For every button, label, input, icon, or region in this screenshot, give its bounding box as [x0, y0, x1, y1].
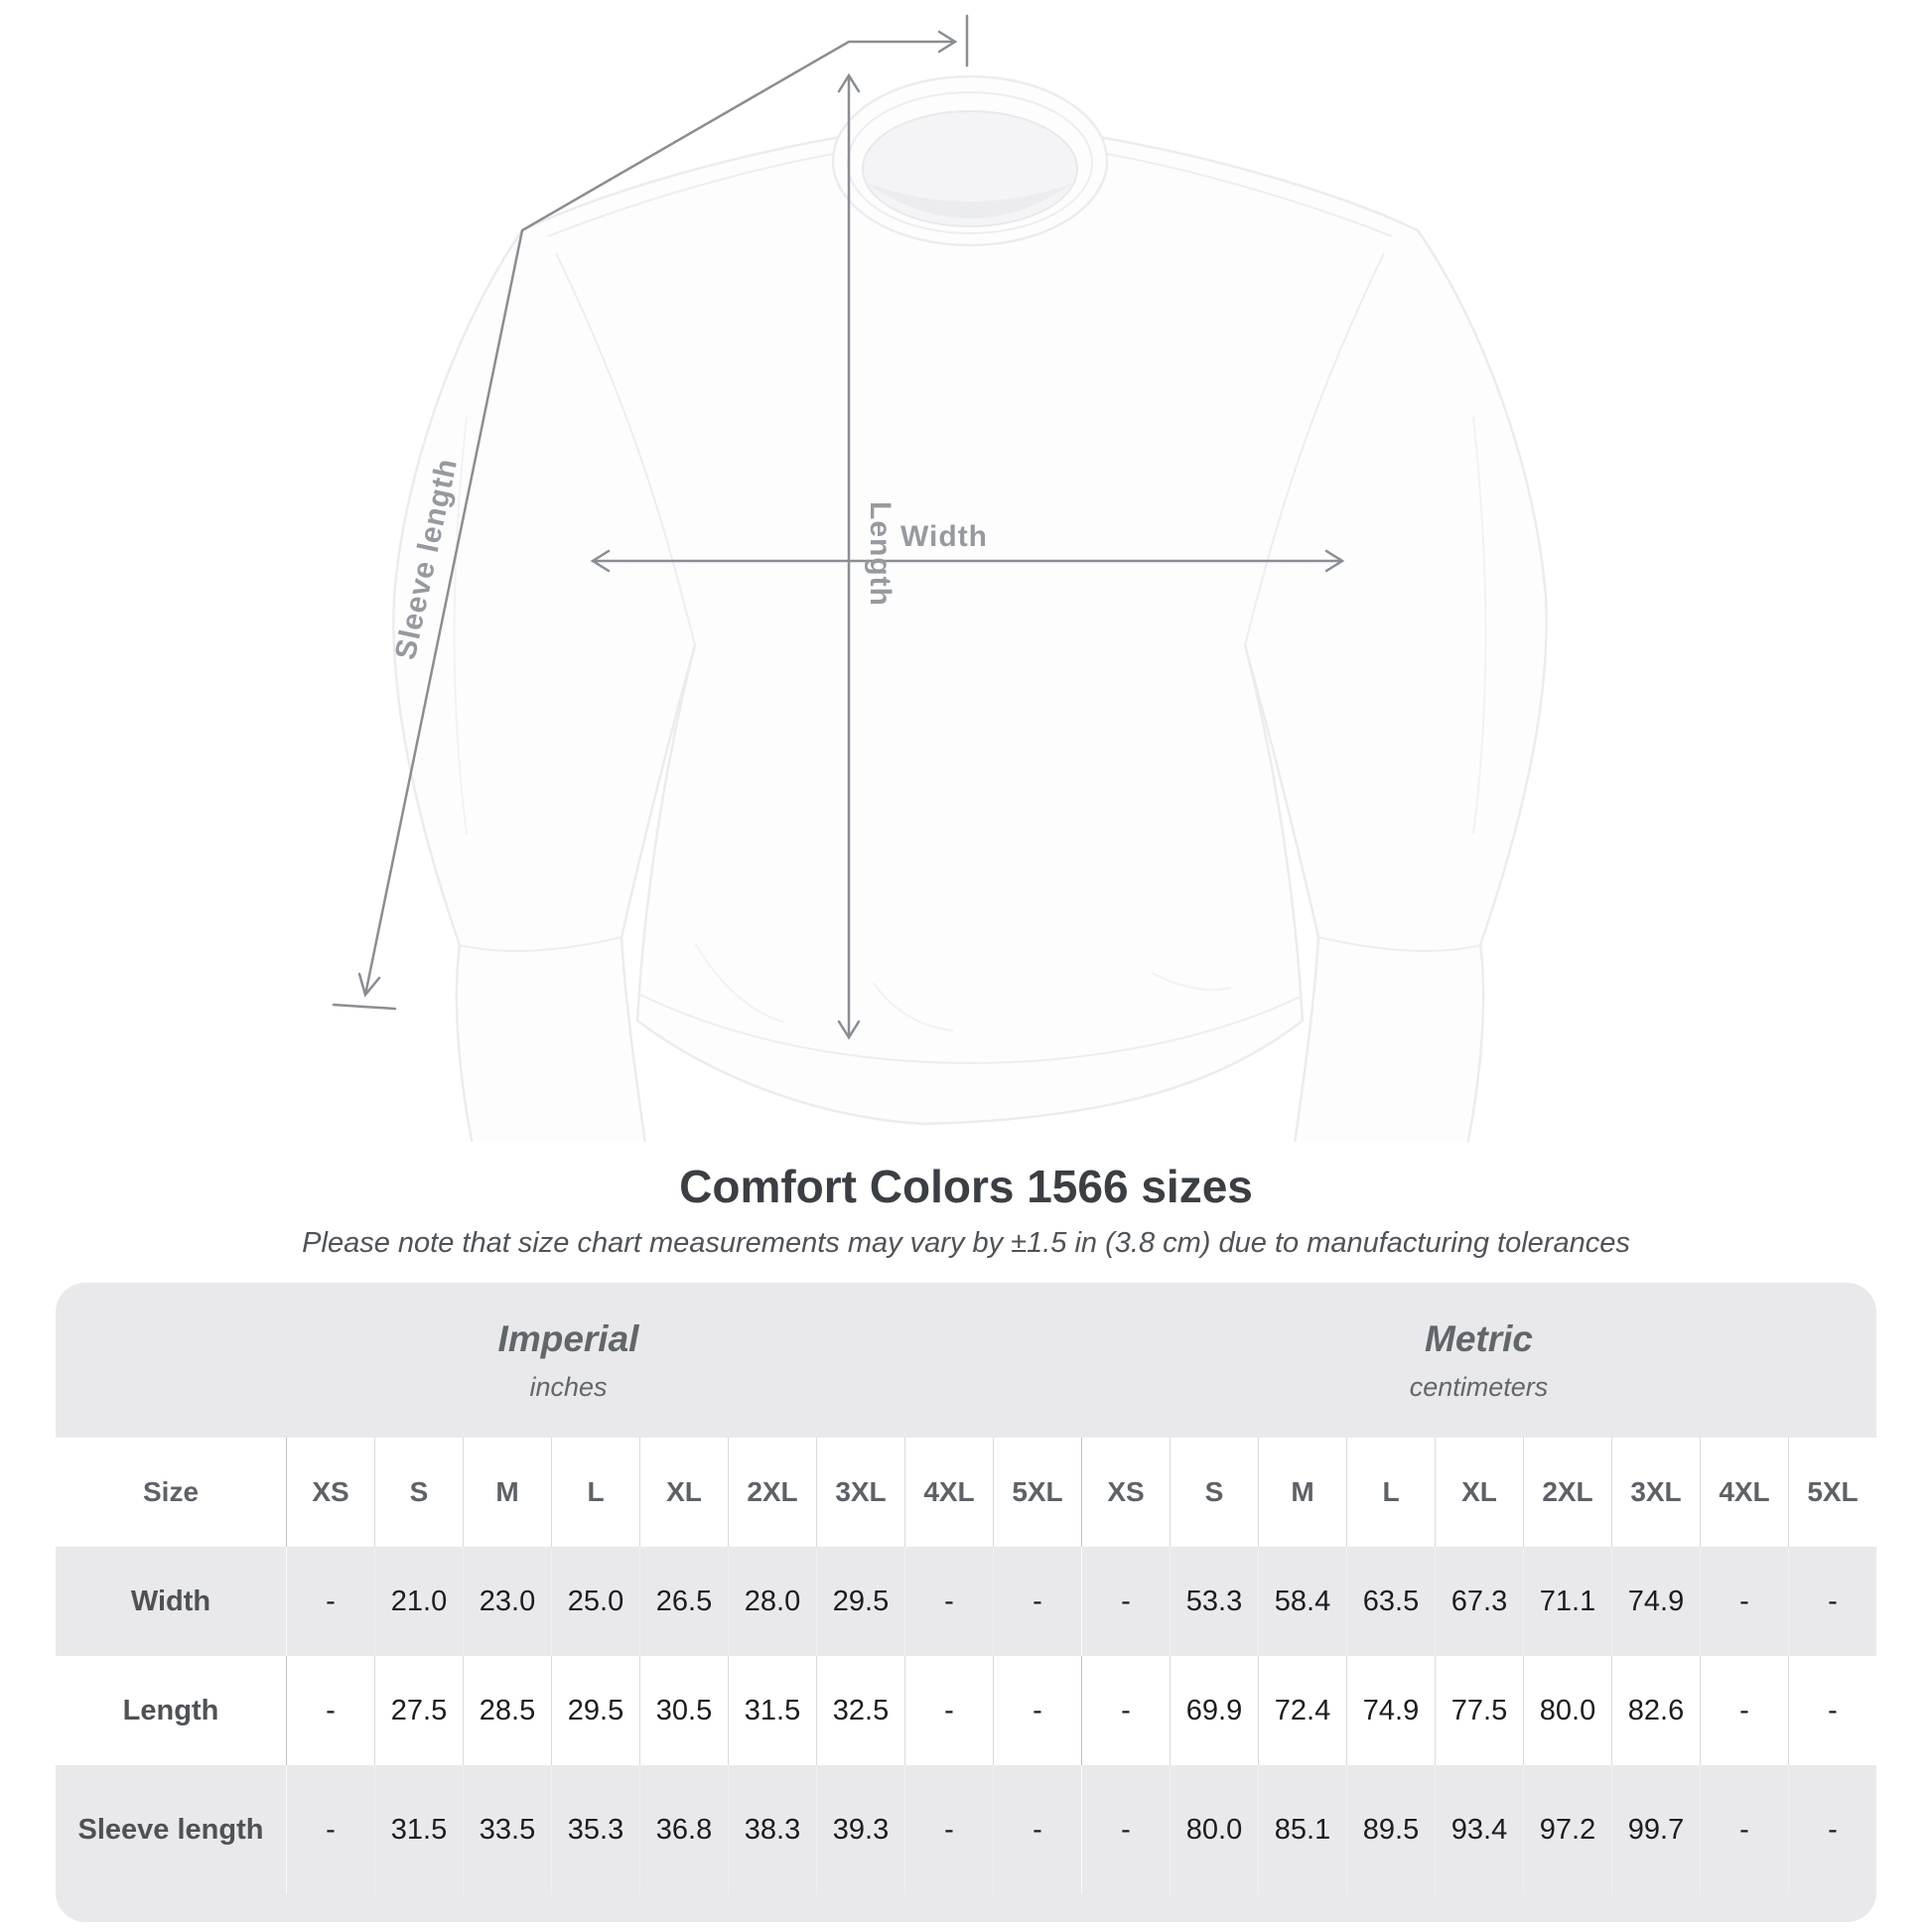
size-value-cell: - — [1081, 1765, 1170, 1894]
size-value-cell: 32.5 — [816, 1656, 904, 1765]
size-header: M — [463, 1438, 551, 1547]
metric-group-header — [1081, 1283, 1876, 1438]
size-col-header: Size — [142, 1476, 200, 1507]
size-value-cell: 74.9 — [1611, 1547, 1700, 1656]
size-value-cell: 21.0 — [374, 1547, 463, 1656]
size-value-cell: 53.3 — [1170, 1547, 1258, 1656]
size-value-cell: 63.5 — [1346, 1547, 1435, 1656]
size-value-cell: 31.5 — [374, 1765, 463, 1894]
size-value-cell: 85.1 — [1258, 1765, 1346, 1894]
size-value-cell: 29.5 — [816, 1547, 904, 1656]
size-value-cell: - — [904, 1765, 993, 1894]
tolerance-note: Please note that size chart measurements may vary by ±1.5 in (3.8 cm) due to manufacturing tolerances — [302, 1227, 1630, 1259]
size-value-cell: - — [1788, 1547, 1876, 1656]
size-value-cell: - — [993, 1765, 1081, 1894]
size-value-cell: - — [993, 1656, 1081, 1765]
size-value-cell: 26.5 — [639, 1547, 728, 1656]
size-header: 3XL — [816, 1438, 904, 1547]
size-value-cell: 27.5 — [374, 1656, 463, 1765]
size-header: XS — [1081, 1438, 1170, 1547]
size-header: XL — [639, 1438, 728, 1547]
size-value-cell: 72.4 — [1258, 1656, 1346, 1765]
size-value-cell: 36.8 — [639, 1765, 728, 1894]
imperial-group-header — [56, 1283, 1081, 1438]
size-value-cell: - — [1700, 1765, 1788, 1894]
size-value-cell: 39.3 — [816, 1765, 904, 1894]
size-header-row — [56, 1438, 1876, 1547]
size-value-cell: - — [286, 1765, 374, 1894]
size-value-cell: 97.2 — [1523, 1765, 1611, 1894]
row-label: Width — [130, 1585, 211, 1617]
size-header: 5XL — [1788, 1438, 1876, 1547]
size-value-cell: - — [1081, 1547, 1170, 1656]
metric-label: Metric — [1425, 1317, 1533, 1359]
size-header: 4XL — [1700, 1438, 1788, 1547]
size-value-cell: 28.5 — [463, 1656, 551, 1765]
size-value-cell: 74.9 — [1346, 1656, 1435, 1765]
size-value-cell: - — [1788, 1765, 1876, 1894]
size-chart-table — [56, 1283, 1876, 1922]
size-value-cell: 82.6 — [1611, 1656, 1700, 1765]
imperial-unit: inches — [529, 1371, 608, 1402]
size-value-cell: - — [904, 1547, 993, 1656]
size-value-cell: 89.5 — [1346, 1765, 1435, 1894]
size-value-cell: 80.0 — [1523, 1656, 1611, 1765]
size-value-cell: 28.0 — [728, 1547, 816, 1656]
size-value-cell: 30.5 — [639, 1656, 728, 1765]
size-value-cell: 67.3 — [1435, 1547, 1523, 1656]
size-value-cell: 71.1 — [1523, 1547, 1611, 1656]
size-header: M — [1258, 1438, 1346, 1547]
size-value-cell: 29.5 — [551, 1656, 639, 1765]
page-title: Comfort Colors 1566 sizes — [679, 1161, 1253, 1212]
size-header: 5XL — [993, 1438, 1081, 1547]
size-header: 4XL — [904, 1438, 993, 1547]
size-value-cell: - — [993, 1547, 1081, 1656]
size-header: XL — [1435, 1438, 1523, 1547]
sleeve-length-label: Sleeve length — [388, 455, 465, 663]
size-value-cell: - — [286, 1656, 374, 1765]
size-value-cell: 77.5 — [1435, 1656, 1523, 1765]
size-header: XS — [286, 1438, 374, 1547]
size-header: 2XL — [1523, 1438, 1611, 1547]
size-value-cell: 93.4 — [1435, 1765, 1523, 1894]
table-row — [56, 1547, 1876, 1656]
size-value-cell: 38.3 — [728, 1765, 816, 1894]
size-value-cell: 33.5 — [463, 1765, 551, 1894]
size-value-cell: 35.3 — [551, 1765, 639, 1894]
size-value-cell: 99.7 — [1611, 1765, 1700, 1894]
size-value-cell: 31.5 — [728, 1656, 816, 1765]
row-label: Length — [122, 1694, 219, 1726]
size-header: 3XL — [1611, 1438, 1700, 1547]
size-value-cell: - — [904, 1656, 993, 1765]
size-value-cell: - — [286, 1547, 374, 1656]
size-value-cell: - — [1700, 1656, 1788, 1765]
size-value-cell: 25.0 — [551, 1547, 639, 1656]
unit-group-row — [56, 1283, 1876, 1438]
size-header: S — [374, 1438, 463, 1547]
table-row — [56, 1765, 1876, 1894]
size-header: L — [1346, 1438, 1435, 1547]
size-value-cell: 69.9 — [1170, 1656, 1258, 1765]
size-value-cell: - — [1788, 1656, 1876, 1765]
metric-unit: centimeters — [1409, 1371, 1549, 1402]
row-label: Sleeve length — [77, 1813, 264, 1846]
imperial-label: Imperial — [497, 1317, 639, 1359]
size-value-cell: 58.4 — [1258, 1547, 1346, 1656]
size-header: 2XL — [728, 1438, 816, 1547]
size-table-body — [56, 1438, 1876, 1894]
size-value-cell: - — [1081, 1656, 1170, 1765]
collar — [833, 76, 1107, 245]
width-label: Width — [899, 520, 989, 553]
table-row — [56, 1656, 1876, 1765]
size-header: S — [1170, 1438, 1258, 1547]
size-header: L — [551, 1438, 639, 1547]
size-value-cell: 23.0 — [463, 1547, 551, 1656]
size-value-cell: - — [1700, 1547, 1788, 1656]
length-label: Length — [864, 501, 897, 607]
size-value-cell: 80.0 — [1170, 1765, 1258, 1894]
sweatshirt-body — [393, 76, 1546, 1142]
